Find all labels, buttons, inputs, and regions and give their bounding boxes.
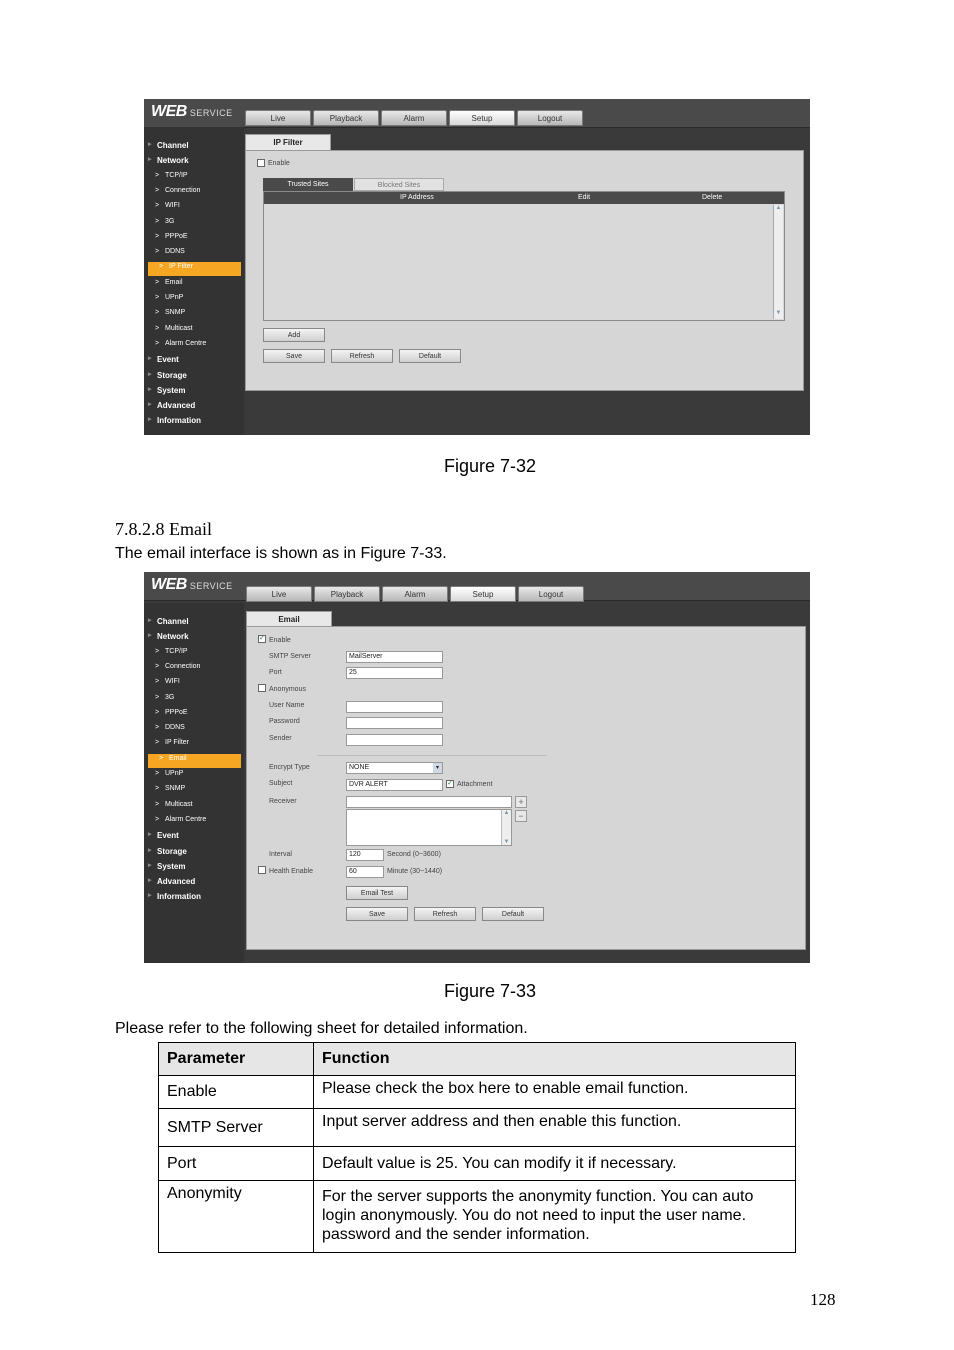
sidebar-item-label: ▸ System — [157, 861, 186, 871]
tab-playback[interactable]: Playback — [314, 586, 380, 602]
sidebar-item-label: > IP Filter — [165, 739, 189, 747]
sidebar-item-label: ▸ Advanced — [157, 877, 196, 887]
sidebar-item-upnp[interactable] — [144, 293, 244, 307]
enable-label: Enable — [268, 160, 290, 167]
sidebar-item-tcp-ip[interactable] — [144, 647, 244, 661]
sidebar-item-channel[interactable] — [144, 616, 244, 630]
table-row — [159, 1109, 796, 1147]
scroll-down-icon[interactable]: ▼ — [775, 310, 782, 316]
col-ip-address: IP Address — [400, 194, 434, 201]
port-input[interactable]: 25 — [346, 667, 443, 679]
sites-table — [263, 191, 785, 321]
enable-label: Enable — [269, 637, 291, 644]
smtp-server-label: SMTP Server — [269, 653, 311, 660]
sidebar-item-label: > UPnP — [165, 770, 184, 777]
sidebar-item-advanced[interactable] — [144, 876, 244, 890]
sidebar-item-label: > PPPoE — [165, 232, 188, 240]
interval-hint: Second (0~3600) — [387, 851, 441, 858]
sidebar-item-email[interactable] — [148, 754, 241, 768]
email-test-button[interactable]: Email Test — [346, 886, 408, 900]
web-service-logo: WEB SERVICE — [151, 103, 233, 120]
sidebar-item-label: > DDNS — [165, 724, 185, 732]
sidebar-item-label: > Email — [165, 278, 183, 286]
receiver-list[interactable] — [346, 809, 512, 846]
sidebar-item-label: ▸ Storage — [157, 370, 187, 380]
refer-text: Please refer to the following sheet for detailed information. — [115, 1020, 528, 1037]
sidebar-item-label: ▸ Information — [157, 416, 201, 426]
sidebar-item-pppoe[interactable] — [144, 708, 244, 722]
sidebar-item-ip-filter[interactable] — [144, 738, 244, 752]
sender-input[interactable] — [346, 734, 443, 746]
col-edit: Edit — [578, 194, 591, 201]
sidebar-item-tcp-ip[interactable] — [144, 171, 244, 185]
subtab-trusted-sites[interactable]: Trusted Sites — [263, 178, 353, 191]
user-name-input[interactable] — [346, 701, 443, 713]
sidebar-item-label: > Email — [169, 754, 187, 762]
sidebar-item-storage[interactable] — [144, 846, 244, 860]
port-label: Port — [269, 669, 282, 676]
subject-label: Subject — [269, 780, 293, 787]
sidebar-item-network[interactable] — [144, 155, 244, 169]
sidebar-item-label: > IP Filter — [169, 263, 193, 271]
intro-text: The email interface is shown as in Figure 7-33. — [115, 545, 447, 562]
save-button[interactable]: Save — [263, 349, 325, 363]
sidebar-item-pppoe[interactable] — [144, 232, 244, 246]
tab-alarm[interactable]: Alarm — [382, 586, 448, 602]
anonymous-label: Anonymous — [269, 686, 306, 693]
health-enable-checkbox[interactable] — [258, 866, 266, 874]
sidebar-item-label: ▸ Network — [157, 156, 189, 166]
user-name-label: User Name — [269, 702, 305, 709]
sidebar-item-wifi[interactable] — [144, 677, 244, 691]
parameter-table — [158, 1042, 796, 1253]
sidebar-item-ddns[interactable] — [144, 247, 244, 261]
sidebar — [144, 127, 244, 435]
page-number: 128 — [810, 1290, 836, 1309]
attachment-label: Attachment — [457, 781, 493, 788]
sidebar-item-label: ▸ Information — [157, 892, 201, 902]
sidebar-item-alarm-centre[interactable] — [144, 815, 244, 829]
top-bar — [144, 99, 810, 128]
sidebar-item-snmp[interactable] — [144, 308, 244, 322]
scroll-down-icon[interactable]: ▼ — [503, 839, 510, 845]
attachment-checkbox[interactable]: ✓ — [447, 780, 453, 787]
health-enable-label: Health Enable — [269, 868, 313, 875]
table-scrollbar[interactable] — [773, 205, 783, 319]
sidebar-item-ddns[interactable] — [144, 723, 244, 737]
table-header-row — [159, 1043, 796, 1076]
sidebar-item-event[interactable] — [144, 354, 244, 368]
section-heading: 7.8.2.8 Email — [115, 519, 212, 539]
param-cell: SMTP Server — [159, 1109, 314, 1147]
sidebar-item-label: > PPPoE — [165, 708, 188, 716]
interval-input[interactable]: 120 — [346, 849, 384, 861]
tab-setup[interactable]: Setup — [449, 110, 515, 126]
sidebar-item-label: > TCP/IP — [165, 647, 188, 655]
sidebar-item-3g[interactable] — [144, 693, 244, 707]
sidebar-item-network[interactable] — [144, 631, 244, 645]
sidebar-item-event[interactable] — [144, 830, 244, 844]
table-header-row — [264, 192, 784, 204]
sidebar-item-label: > WIFI — [165, 202, 180, 210]
header-function: Function — [314, 1043, 796, 1076]
header-parameter: Parameter — [159, 1043, 314, 1076]
divider — [317, 755, 547, 756]
sidebar-item-information[interactable] — [144, 891, 244, 905]
interval-label: Interval — [269, 851, 292, 858]
table-row — [159, 1076, 796, 1109]
health-interval-hint: Minute (30~1440) — [387, 868, 443, 875]
sidebar-item-information[interactable] — [144, 415, 244, 429]
sidebar-item-label: > UPnP — [165, 294, 184, 301]
subtab-blocked-sites[interactable]: Blocked Sites — [354, 178, 444, 191]
col-delete: Delete — [702, 194, 723, 201]
default-button[interactable]: Default — [399, 349, 461, 363]
sidebar-item-wifi[interactable] — [144, 201, 244, 215]
sidebar-item-multicast[interactable] — [144, 800, 244, 814]
sidebar-item-channel[interactable] — [144, 140, 244, 154]
top-bar — [144, 572, 810, 601]
sidebar-item-connection[interactable] — [144, 186, 244, 200]
enable-checkbox[interactable] — [257, 159, 265, 167]
sidebar-item-label: > Multicast — [165, 800, 193, 808]
param-cell: Anonymity — [159, 1181, 314, 1253]
subject-input[interactable]: DVR ALERT — [346, 779, 443, 791]
sidebar-item-label: ▸ Channel — [157, 617, 189, 626]
tab-alarm[interactable]: Alarm — [381, 110, 447, 126]
figure-caption-7-32: Figure 7-32 — [444, 456, 537, 476]
sidebar-item-label: > Alarm Centre — [165, 815, 207, 823]
tab-playback[interactable]: Playback — [313, 110, 379, 126]
sidebar-item-system[interactable] — [144, 861, 244, 875]
sidebar-item-multicast[interactable] — [144, 324, 244, 338]
sidebar-item-label: > Multicast — [165, 324, 193, 332]
sidebar-item-label: ▸ Event — [157, 831, 179, 841]
sidebar-item-upnp[interactable] — [144, 769, 244, 783]
sidebar-item-label: > Connection — [165, 662, 201, 670]
param-cell: Port — [159, 1147, 314, 1181]
param-cell: Enable — [159, 1076, 314, 1109]
sidebar-item-label: ▸ Advanced — [157, 401, 196, 411]
function-cell: For the server supports the anonymity function. You can auto login anonymously. You do not need to input the user name. password and the sender information. — [314, 1181, 796, 1253]
sidebar-item-label: > WIFI — [165, 678, 180, 686]
function-cell: Input server address and then enable this function. — [314, 1109, 796, 1147]
tab-live[interactable]: Live — [245, 110, 311, 126]
sidebar-item-label: ▸ Channel — [157, 141, 189, 150]
sidebar — [144, 603, 244, 963]
tab-logout[interactable]: Logout — [517, 110, 583, 126]
sidebar-item-label: > DDNS — [165, 248, 185, 256]
figure-email-screenshot — [144, 572, 810, 963]
sidebar-item-label: > 3G — [165, 693, 175, 701]
sidebar-item-snmp[interactable] — [144, 784, 244, 798]
ip-filter-panel — [245, 150, 804, 391]
sidebar-item-label: ▸ Event — [157, 355, 179, 365]
anonymous-checkbox[interactable] — [258, 684, 266, 692]
health-interval-input[interactable]: 60 — [346, 866, 384, 878]
table-row — [159, 1181, 796, 1253]
function-cell: Please check the box here to enable email function. — [314, 1076, 796, 1109]
sidebar-item-label: > SNMP — [165, 309, 186, 317]
sidebar-item-system[interactable] — [144, 385, 244, 399]
sidebar-item-label: ▸ Network — [157, 632, 189, 642]
sidebar-item-ip-filter[interactable] — [148, 262, 241, 276]
save-button[interactable]: Save — [346, 907, 408, 921]
table-row — [159, 1147, 796, 1181]
sidebar-item-label: > SNMP — [165, 785, 186, 793]
refresh-button[interactable]: Refresh — [414, 907, 476, 921]
sidebar-item-email[interactable] — [144, 278, 244, 292]
password-label: Password — [269, 718, 300, 725]
sidebar-item-storage[interactable] — [144, 370, 244, 384]
sidebar-item-3g[interactable] — [144, 217, 244, 231]
tab-logout[interactable]: Logout — [518, 586, 584, 602]
panel-tab-email[interactable]: Email — [246, 611, 332, 627]
scroll-up-icon[interactable]: ▲ — [775, 205, 782, 211]
remove-receiver-icon[interactable]: − — [515, 810, 527, 822]
receiver-scrollbar[interactable] — [501, 810, 511, 845]
email-panel — [246, 626, 806, 950]
scroll-up-icon[interactable]: ▲ — [503, 810, 510, 816]
encrypt-type-select[interactable]: NONE ▾ — [346, 762, 443, 774]
encrypt-type-label: Encrypt Type — [269, 764, 310, 771]
tab-setup[interactable]: Setup — [450, 586, 516, 602]
smtp-server-input[interactable]: MailServer — [346, 651, 443, 663]
sidebar-item-connection[interactable] — [144, 662, 244, 676]
chevron-down-icon[interactable]: ▾ — [433, 763, 442, 773]
function-cell: Default value is 25. You can modify it if necessary. — [314, 1147, 796, 1181]
sender-label: Sender — [269, 735, 292, 742]
sidebar-item-alarm-centre[interactable] — [144, 339, 244, 353]
figure-caption-7-33: Figure 7-33 — [444, 981, 537, 1001]
add-button[interactable]: Add — [263, 328, 325, 342]
sidebar-item-label: > TCP/IP — [165, 171, 188, 179]
sidebar-item-label: > Alarm Centre — [165, 339, 207, 347]
tab-live[interactable]: Live — [246, 586, 312, 602]
sidebar-item-label: > Connection — [165, 186, 201, 194]
sidebar-item-label: ▸ Storage — [157, 846, 187, 856]
receiver-input[interactable] — [346, 796, 512, 808]
refresh-button[interactable]: Refresh — [331, 349, 393, 363]
sidebar-item-label: ▸ System — [157, 385, 186, 395]
web-service-logo: WEB SERVICE — [151, 576, 233, 593]
sidebar-item-advanced[interactable] — [144, 400, 244, 414]
password-input[interactable] — [346, 717, 443, 729]
enable-checkbox[interactable]: ✓ — [259, 635, 265, 642]
default-button[interactable]: Default — [482, 907, 544, 921]
figure-ip-filter-screenshot — [144, 99, 810, 435]
add-receiver-icon[interactable]: + — [515, 796, 527, 808]
receiver-label: Receiver — [269, 798, 297, 805]
sidebar-item-label: > 3G — [165, 217, 175, 225]
panel-tab-ip-filter[interactable]: IP Filter — [245, 134, 331, 150]
